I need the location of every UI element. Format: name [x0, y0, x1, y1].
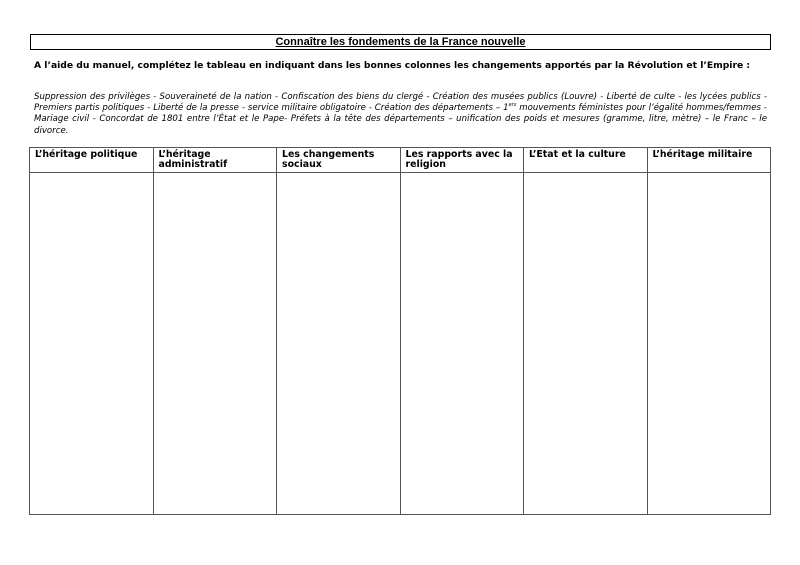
column-header-heritage-militaire: L’héritage militaire — [647, 148, 771, 173]
instruction-text: A l’aide du manuel, complétez le tableau en indiquant dans les bonnes colonnes les changements apportés par la Révolution et l’Empire : — [34, 60, 751, 71]
column-header-etat-culture: L’Etat et la culture — [524, 148, 648, 173]
column-header-heritage-politique: L’héritage politique — [30, 148, 154, 173]
table-header-row — [30, 148, 771, 173]
answer-cell-changements-sociaux[interactable] — [277, 173, 401, 515]
answer-cell-rapports-religion[interactable] — [400, 173, 524, 515]
answer-cell-etat-culture[interactable] — [524, 173, 648, 515]
answer-cell-heritage-militaire[interactable] — [647, 173, 771, 515]
answer-cell-heritage-politique[interactable] — [30, 173, 154, 515]
answer-table — [29, 147, 771, 515]
word-list-part2: mouvements féministes pour l’égalité hommes/femmes - Mariage civil - Concordat de 1801 entre l’État et le Pape- Préfets à la tête des départements – unification des poids et mesures (gramme, litre, mètre) – le Franc – le divorce. — [34, 103, 767, 136]
page-title: Connaître les fondements de la France nouvelle — [30, 34, 771, 50]
column-header-rapports-religion: Les rapports avec la religion — [400, 148, 524, 173]
table-answer-row — [30, 173, 771, 515]
answer-cell-heritage-administratif[interactable] — [153, 173, 277, 515]
word-list-part1: Suppression des privilèges - Souveraineté de la nation - Confiscation des biens du clergé - Création des musées publics (Louvre) - Liberté de culte - les lycées publics - Premiers partis politiques - Liberté de la presse - service militaire obligatoire - Création des départements – 1 — [34, 92, 767, 114]
word-list-superscript: ers — [508, 102, 517, 109]
column-header-heritage-administratif: L’héritage administratif — [153, 148, 277, 173]
column-header-changements-sociaux: Les changements sociaux — [277, 148, 401, 173]
word-list — [34, 92, 767, 137]
